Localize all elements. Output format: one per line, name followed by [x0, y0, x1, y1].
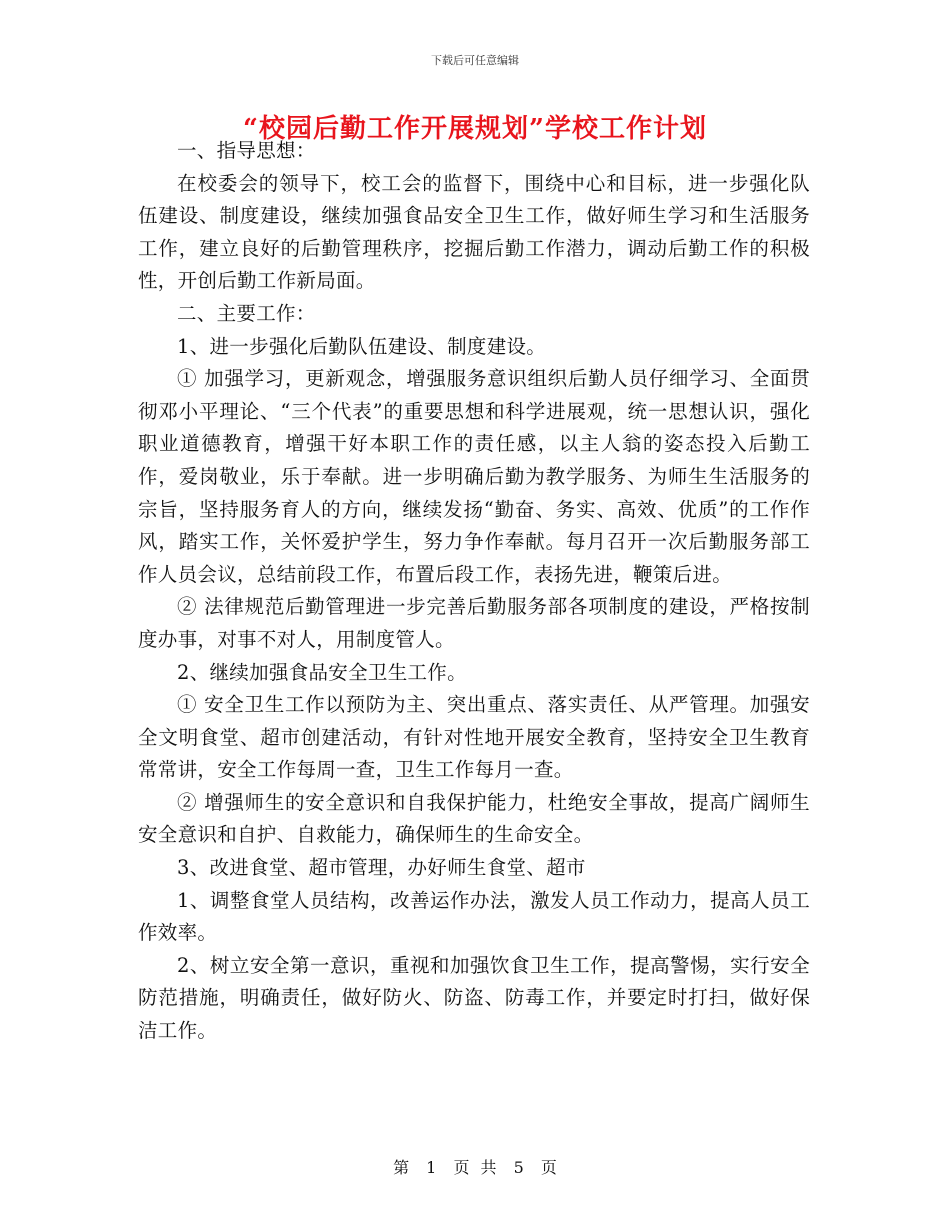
paragraph: 在校委会的领导下，校工会的监督下，围绕中心和目标，进一步强化队伍建设、制度建设，继续加强食品安全卫生工作，做好师生学习和生活服务工作，建立良好的后勤管理秩序，挖掘后勤工作潜力，调动后勤工作的积极性，开创后勤工作新局面。 — [138, 171, 810, 293]
page-header: 下载后可任意编辑 — [431, 54, 519, 67]
paragraph: 3、改进食堂、超市管理，办好师生食堂、超市 — [177, 856, 586, 880]
page-footer-prefix: 第 — [393, 1158, 410, 1177]
page-footer-suffix: 页 — [540, 1158, 557, 1177]
page-footer — [0, 1155, 950, 1178]
section-heading-main-work: 二、主要工作： — [177, 301, 316, 325]
document-body — [138, 135, 810, 1048]
document-title: “校园后勤工作开展规划”学校工作计划 — [243, 114, 707, 144]
paragraph: 2、树立安全第一意识，重视和加强饮食卫生工作，提高警惕，实行安全防范措施，明确责任，做好防火、防盗、防毒工作，并要定时打扫，做好保洁工作。 — [138, 953, 810, 1043]
paragraph: ① 安全卫生工作以预防为主、突出重点、落实责任、从严管理。加强安全文明食堂、超市创建活动，有针对性地开展安全教育，坚持安全卫生教育常常讲，安全工作每周一查，卫生工作每月一查。 — [138, 693, 810, 782]
paragraph: 2、继续加强食品安全卫生工作。 — [177, 660, 467, 684]
page-number: 1 — [426, 1158, 437, 1177]
page-footer-middle: 页 共 — [453, 1158, 497, 1177]
paragraph: 1、进一步强化后勤队伍建设、制度建设。 — [177, 334, 547, 358]
page-total: 5 — [513, 1158, 524, 1177]
paragraph: ② 法律规范后勤管理进一步完善后勤服务部各项制度的建设，严格按制度办事，对事不对人，用制度管人。 — [138, 595, 810, 651]
paragraph: ② 增强师生的安全意识和自我保护能力，杜绝安全事故，提高广阔师生安全意识和自护、自救能力，确保师生的生命安全。 — [138, 790, 810, 847]
paragraph: ① 加强学习，更新观念，增强服务意识组织后勤人员仔细学习、全面贯彻邓小平理论、“三个代表”的重要思想和科学进展观，统一思想认识，强化职业道德教育，增强干好本职工作的责任感，以主人翁的姿态投入后勤工作，爱岗敬业，乐于奉献。进一步明确后勤为教学服务、为师生生活服务的宗旨，坚持服务育人的方向，继续发扬“勤奋、务实、高效、优质”的工作作风，踏实工作，关怀爱护学生，努力争作奉献。每月召开一次后勤服务部工作人员会议，总结前段工作，布置后段工作，表扬先进，鞭策后进。 — [138, 367, 810, 586]
paragraph: 1、调整食堂人员结构，改善运作办法，激发人员工作动力，提高人员工作效率。 — [138, 888, 810, 945]
section-heading-guiding-ideology: 一、指导思想： — [177, 139, 316, 162]
